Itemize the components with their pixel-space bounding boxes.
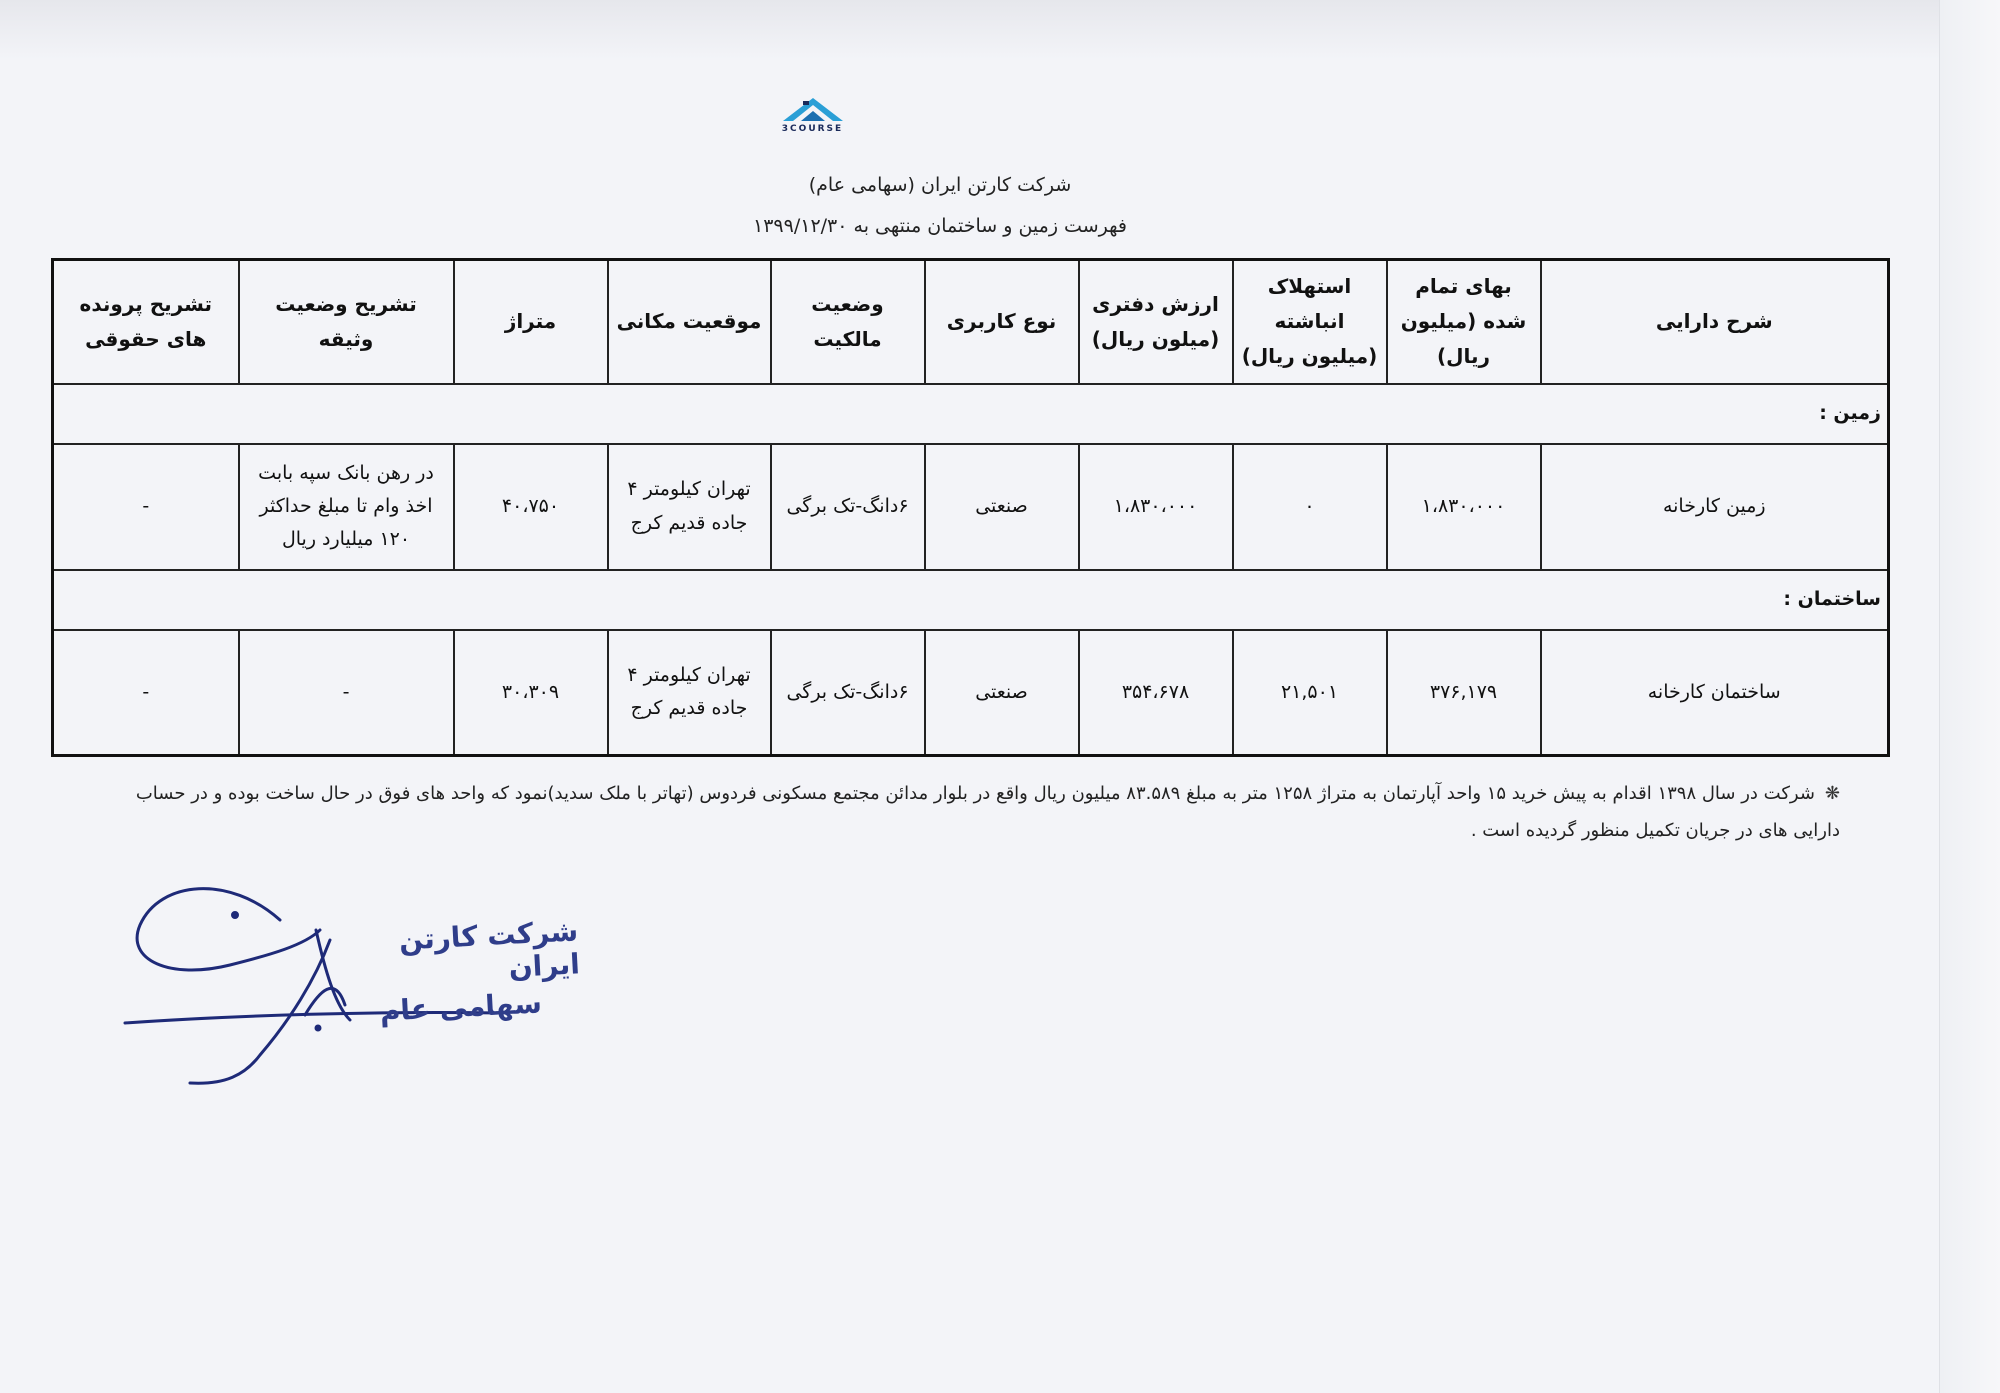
logo-roof-icon (773, 95, 853, 123)
footnote-marker-icon: ❋ (1824, 783, 1840, 804)
company-stamp (357, 914, 582, 1028)
table-row (53, 630, 1889, 756)
table-row (53, 444, 1889, 570)
cell-legal: - (53, 630, 239, 756)
cell-usage: صنعتی (925, 630, 1079, 756)
col-header-collateral: تشریح وضعیت وثیقه (239, 260, 454, 384)
footnote (100, 776, 1840, 850)
col-header-cost: بهای تمام شده (میلیون ریال) (1387, 260, 1541, 384)
stamp-company-type: سهامی عام (378, 986, 543, 1028)
col-header-usage: نوع کاربری (925, 260, 1079, 384)
paper-right-edge (1939, 0, 2000, 1393)
col-header-ownership: وضعیت مالکیت (771, 260, 925, 384)
col-header-description: شرح دارایی (1541, 260, 1889, 384)
cell-ownership: ۶دانگ-تک برگی (771, 630, 925, 756)
report-subtitle: فهرست زمین و ساختمان منتهی به ۱۳۹۹/۱۲/۳۰ (753, 215, 1127, 237)
section-row-land (53, 384, 1889, 444)
col-header-legal: تشریح پرونده های حقوقی (53, 260, 239, 384)
footnote-text: شرکت در سال ۱۳۹۸ اقدام به پیش خرید ۱۵ واحد آپارتمان به متراژ ۱۲۵۸ متر به مبلغ ۸۳.۵۸۹ میلیون ریال واقع در بلوار مدائن مجتمع مسکونی فردوس (تهاتر با ملک سدید)نمود که واحد های فوق در حال ساخت بوده و در حساب دارایی های در جریان تکمیل منظور گردیده است . (135, 783, 1840, 841)
col-header-depreciation: استهلاک انباشته (میلیون ریال) (1233, 260, 1387, 384)
logo-brand: 3COURSE (781, 124, 844, 134)
cell-description: زمین کارخانه (1541, 444, 1889, 570)
company-title: شرکت کارتن ایران (سهامی عام) (808, 174, 1072, 196)
col-header-location: موقعیت مکانی (608, 260, 771, 384)
col-header-book-value: ارزش دفتری (میلون ریال) (1079, 260, 1233, 384)
cell-depreciation: ۲۱,۵۰۱ (1233, 630, 1387, 756)
section-row-building (53, 570, 1889, 630)
stamp-company-name: شرکت کارتن ایران (398, 914, 581, 984)
cell-area: ۳۰،۳۰۹ (454, 630, 608, 756)
cell-cost: ۱،۸۳۰،۰۰۰ (1387, 444, 1541, 570)
cell-location: تهران کیلومتر ۴ جاده قدیم کرج (608, 444, 771, 570)
section-label-land: زمین : (53, 384, 1889, 444)
assets-table (51, 258, 1890, 757)
cell-depreciation: ۰ (1233, 444, 1387, 570)
table-header-row (53, 260, 1889, 384)
cell-cost: ۳۷۶,۱۷۹ (1387, 630, 1541, 756)
cell-book-value: ۱،۸۳۰،۰۰۰ (1079, 444, 1233, 570)
cell-usage: صنعتی (925, 444, 1079, 570)
cell-legal: - (53, 444, 239, 570)
paper-top-shadow (0, 0, 2000, 60)
company-logo (765, 95, 860, 175)
cell-description: ساختمان کارخانه (1541, 630, 1889, 756)
section-label-building: ساختمان : (53, 570, 1889, 630)
col-header-area: متراژ (454, 260, 608, 384)
cell-collateral: در رهن بانک سپه بابت اخذ وام تا مبلغ حداکثر ۱۲۰ میلیارد ریال (239, 444, 454, 570)
cell-collateral: - (239, 630, 454, 756)
cell-book-value: ۳۵۴،۶۷۸ (1079, 630, 1233, 756)
cell-ownership: ۶دانگ-تک برگی (771, 444, 925, 570)
cell-location: تهران کیلومتر ۴ جاده قدیم کرج (608, 630, 771, 756)
cell-area: ۴۰،۷۵۰ (454, 444, 608, 570)
